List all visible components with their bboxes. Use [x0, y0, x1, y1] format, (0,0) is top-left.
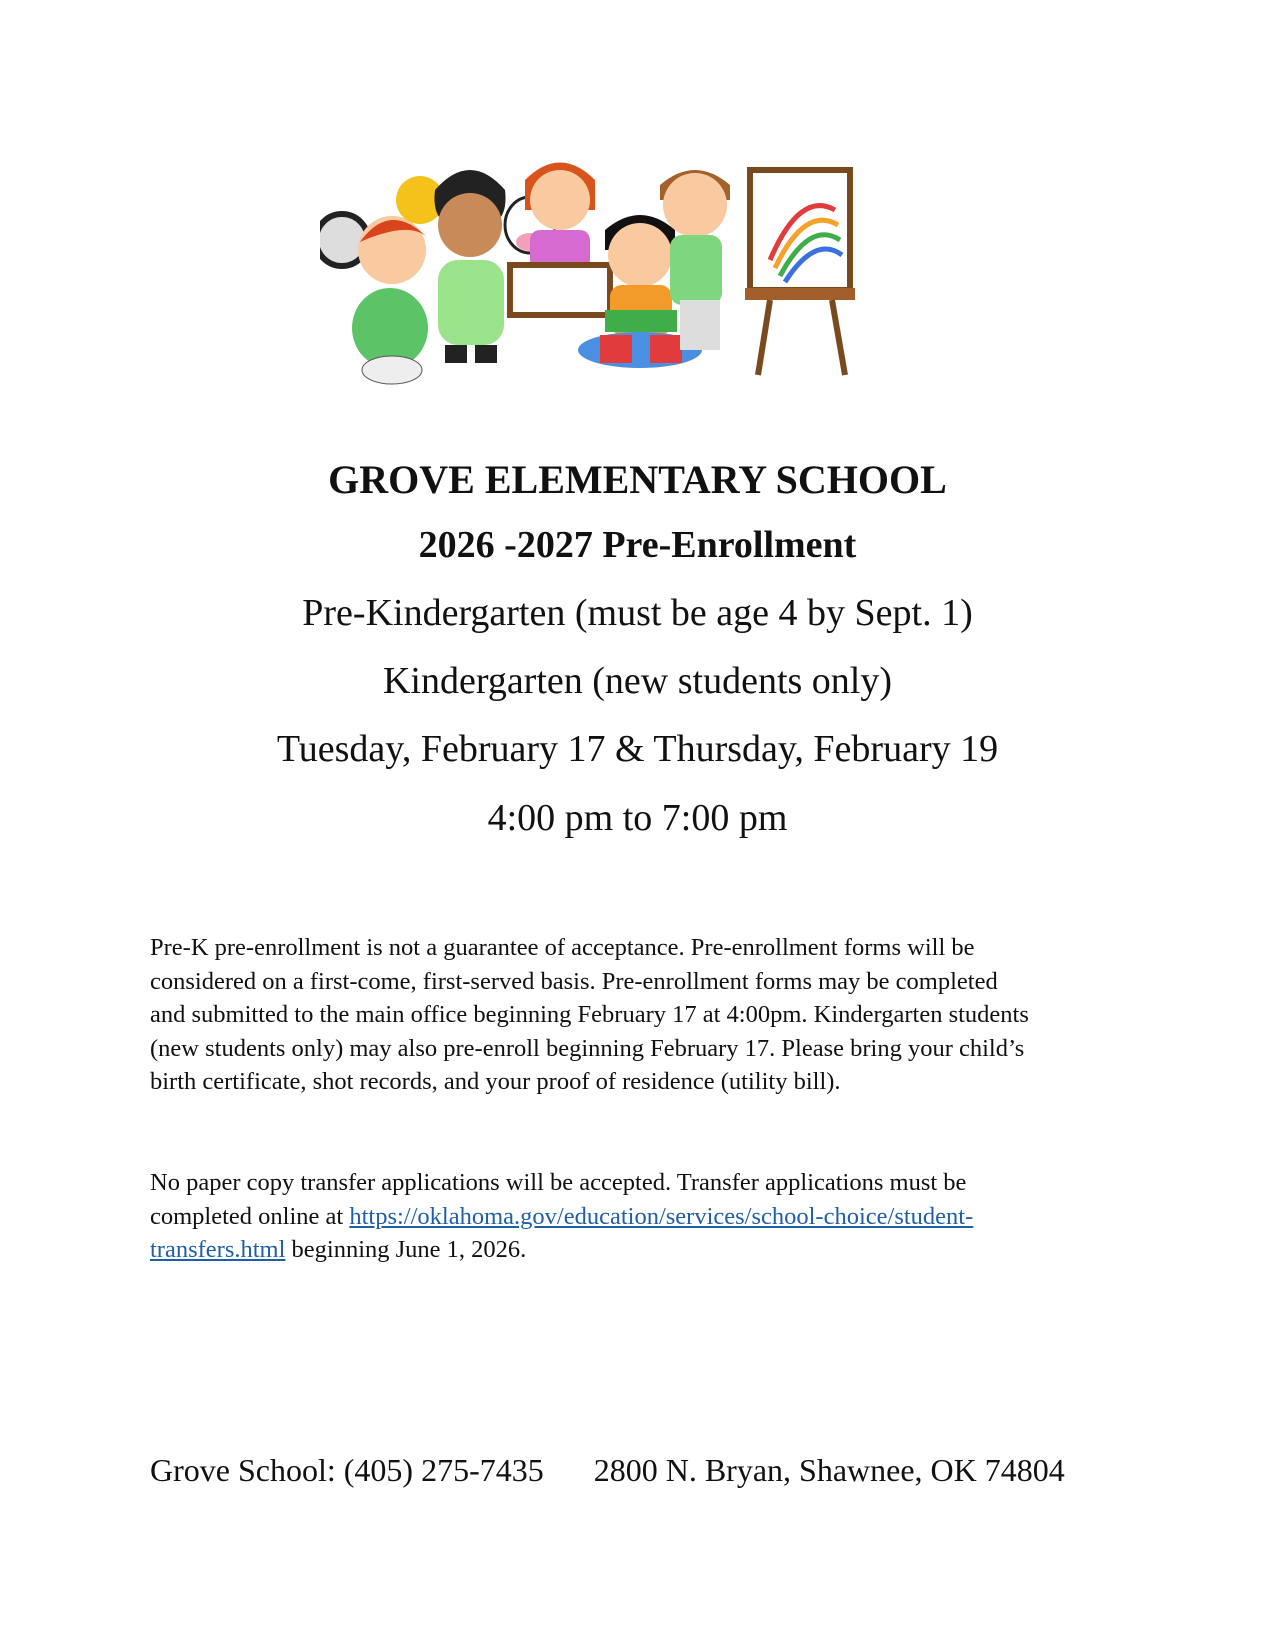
easel-icon: [745, 170, 855, 375]
contact-footer: [150, 1452, 1065, 1489]
paragraph-text: completed online at: [150, 1202, 350, 1230]
child-figure: [434, 170, 505, 363]
paragraph-text: beginning June 1, 2026.: [285, 1236, 527, 1264]
pre-enrollment-subtitle: 2026 -2027 Pre-Enrollment: [418, 524, 857, 566]
transfer-info-paragraph: [150, 1166, 1150, 1267]
paragraph-line: (new students only) may also pre-enroll beginning February 17. Please bring your child’s: [150, 1034, 1025, 1062]
paragraph-line: [150, 1233, 1150, 1267]
child-figure: [320, 214, 428, 384]
paragraph-line: and submitted to the main office beginning February 17 at 4:00pm. Kindergarten students: [150, 1001, 1029, 1029]
enrollment-dates: Tuesday, February 17 & Thursday, February 19: [276, 728, 999, 770]
paragraph-line: No paper copy transfer applications will be accepted. Transfer applications must be: [150, 1169, 967, 1196]
kindergarten-eligibility: Kindergarten (new students only): [382, 660, 892, 702]
transfer-application-link-continued[interactable]: transfers.html: [150, 1236, 286, 1264]
school-phone: Grove School: (405) 275-7435: [150, 1452, 544, 1488]
prek-eligibility: Pre-Kindergarten (must be age 4 by Sept. 1): [302, 592, 973, 634]
paragraph-line: considered on a first-come, first-served basis. Pre-enrollment forms may be completed: [150, 967, 998, 995]
paragraph-line: birth certificate, shot records, and your proof of residence (utility bill).: [150, 1068, 841, 1096]
enrollment-time: 4:00 pm to 7:00 pm: [487, 797, 788, 839]
paragraph-line: [150, 1200, 1150, 1234]
school-name-heading: GROVE ELEMENTARY SCHOOL: [328, 457, 947, 502]
children-clipart: [320, 150, 880, 390]
transfer-application-link[interactable]: https://oklahoma.gov/education/services/school-choice/student-: [349, 1202, 974, 1230]
school-address: 2800 N. Bryan, Shawnee, OK 74804: [593, 1452, 1065, 1488]
paragraph-line: Pre-K pre-enrollment is not a guarantee of acceptance. Pre-enrollment forms will be: [150, 934, 975, 961]
prek-info-paragraph: [150, 931, 1150, 1099]
